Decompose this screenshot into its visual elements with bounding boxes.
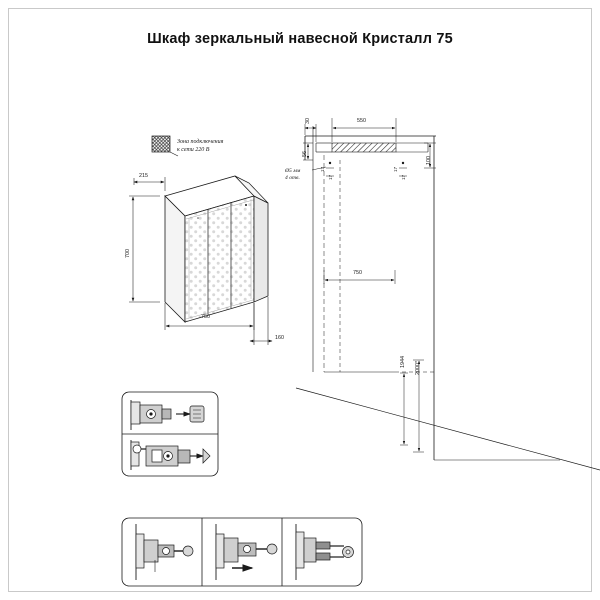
hinge-assembly-details <box>122 518 362 586</box>
wall-view-geometry <box>296 126 600 470</box>
hole-note-line-2: 4 отв. <box>285 174 300 181</box>
dim-label-right-100: 100 <box>426 156 432 165</box>
dim-wall-750 <box>324 270 395 374</box>
page-title: Шкаф зеркальный навесной Кристалл 75 <box>147 31 453 47</box>
dim-label-width-750: 750 <box>201 314 210 320</box>
dim-label-depth-215: 215 <box>139 173 148 179</box>
dim-label-top-30: 30 <box>305 118 311 124</box>
legend-note <box>177 139 223 154</box>
legend-line-2: к сети 220 В <box>177 146 210 153</box>
dim-height-700 <box>129 196 160 302</box>
hanger-bracket-details <box>122 392 218 476</box>
dim-label-floor-1944: 1944 <box>400 356 406 368</box>
dim-top-30 <box>305 124 316 142</box>
zone-hatch-swatch <box>152 136 170 152</box>
cabinet-body <box>165 176 268 322</box>
dim-label-top-550: 550 <box>357 118 366 124</box>
dim-floor-1944 <box>400 373 408 445</box>
dim-label-height-700: 700 <box>125 249 131 258</box>
hole-note <box>285 168 300 182</box>
dim-label-depth-160: 160 <box>275 335 284 341</box>
dim-label-left-mark-2: 17 <box>328 174 333 180</box>
dim-label-wall-750: 750 <box>353 270 362 276</box>
legend-line-1: Зона подключения <box>177 139 224 145</box>
dim-depth-160 <box>250 297 272 345</box>
dim-label-right-mark-1: 17 <box>393 166 398 172</box>
hole-note-line-1: Ø5 мм <box>285 168 301 174</box>
dim-label-right-mark-2: 17 <box>401 174 406 180</box>
dim-label-left-56: 56 <box>302 151 308 157</box>
dim-label-left-mark-1: 17 <box>320 166 325 172</box>
dim-label-floor-2000: 2000* <box>415 360 421 375</box>
